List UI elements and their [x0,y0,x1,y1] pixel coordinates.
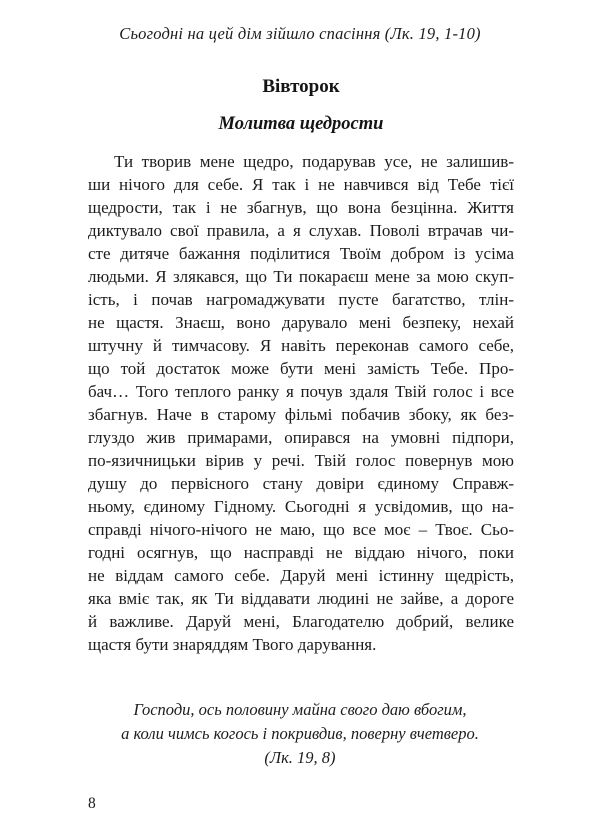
prayer-body-line: ість, і почав нагромаджувати пусте багатство, тлін- [88,290,514,309]
prayer-body-line: сте дитяче бажання поділитися Твоїм добром із усіма [88,244,514,263]
prayer-body-line: не віддам самого себе. Даруй мені істинну щедрість, [88,566,514,585]
prayer-body-line: ши нічого для себе. Я так і не навчився від Тебе тієї [88,175,514,194]
closing-scripture-quote [0,698,600,770]
prayer-body-line: годні осягнув, що насправді не віддаю нічого, поки [88,543,514,562]
prayer-body-line: душу до первісного стану довіри єдиному Справж- [88,474,514,493]
closing-quote-line: (Лк. 19, 8) [264,748,336,767]
prayer-body-line: по-язичницьки вірив у речі. Твій голос повернув мою [88,451,514,470]
prayer-body-line: збагнув. Наче в старому фільмі побачив збоку, як без- [88,405,514,424]
prayer-body-line: бач… Того теплого ранку я почув здаля Твій голос і все [88,382,514,401]
prayer-title: Молитва щедрости [218,114,384,134]
prayer-body-line: що той достаток може бути мені замість Тебе. Про- [88,359,514,378]
prayer-body-line: справді нічого-нічого не маю, що все моє – Твоє. Сьо- [88,520,514,539]
prayer-body-line: щастя бути знаряддям Твого дарування. [88,635,377,654]
running-header: Сьогодні на цей дім зійшло спасіння (Лк. 19, 1-10) [119,24,481,43]
prayer-body-line: штучну й тимчасову. Я навіть переконав самого себе, [88,336,514,355]
prayer-body-line: Ти творив мене щедро, подарував усе, не залишив- [114,152,514,171]
prayer-body-line: глуздо жив примарами, опирався на умовні підпори, [88,428,514,447]
prayer-body-line: не щастя. Знаєш, воно дарувало мені безпеку, нехай [88,313,514,332]
closing-quote-line: Господи, ось половину майна свого даю вбогим, [133,700,467,719]
day-title: Вівторок [262,76,340,97]
prayer-body-line: диктувало свої правила, а я слухав. Поволі втрачав чи- [88,221,514,240]
prayer-body-line: людьми. Я злякався, що Ти покараєш мене за мою скуп- [88,267,514,286]
prayer-body-line: щедрости, так і не збагнув, що вона безцінна. Життя [88,198,514,217]
prayer-body-line: й важливе. Даруй мені, Благодателю добрий, велике [88,612,514,631]
page-content [88,76,514,656]
closing-quote-line: а коли чимсь когось і покривдив, поверну вчетверо. [121,724,479,743]
prayer-body-line: ньому, єдиному Гідному. Сьогодні я усвідомив, що на- [88,497,514,516]
prayer-body [88,150,514,656]
page-number: 8 [88,795,96,812]
prayer-body-line: яка вміє так, як Ти віддавати людині не зайве, а дороге [88,589,514,608]
